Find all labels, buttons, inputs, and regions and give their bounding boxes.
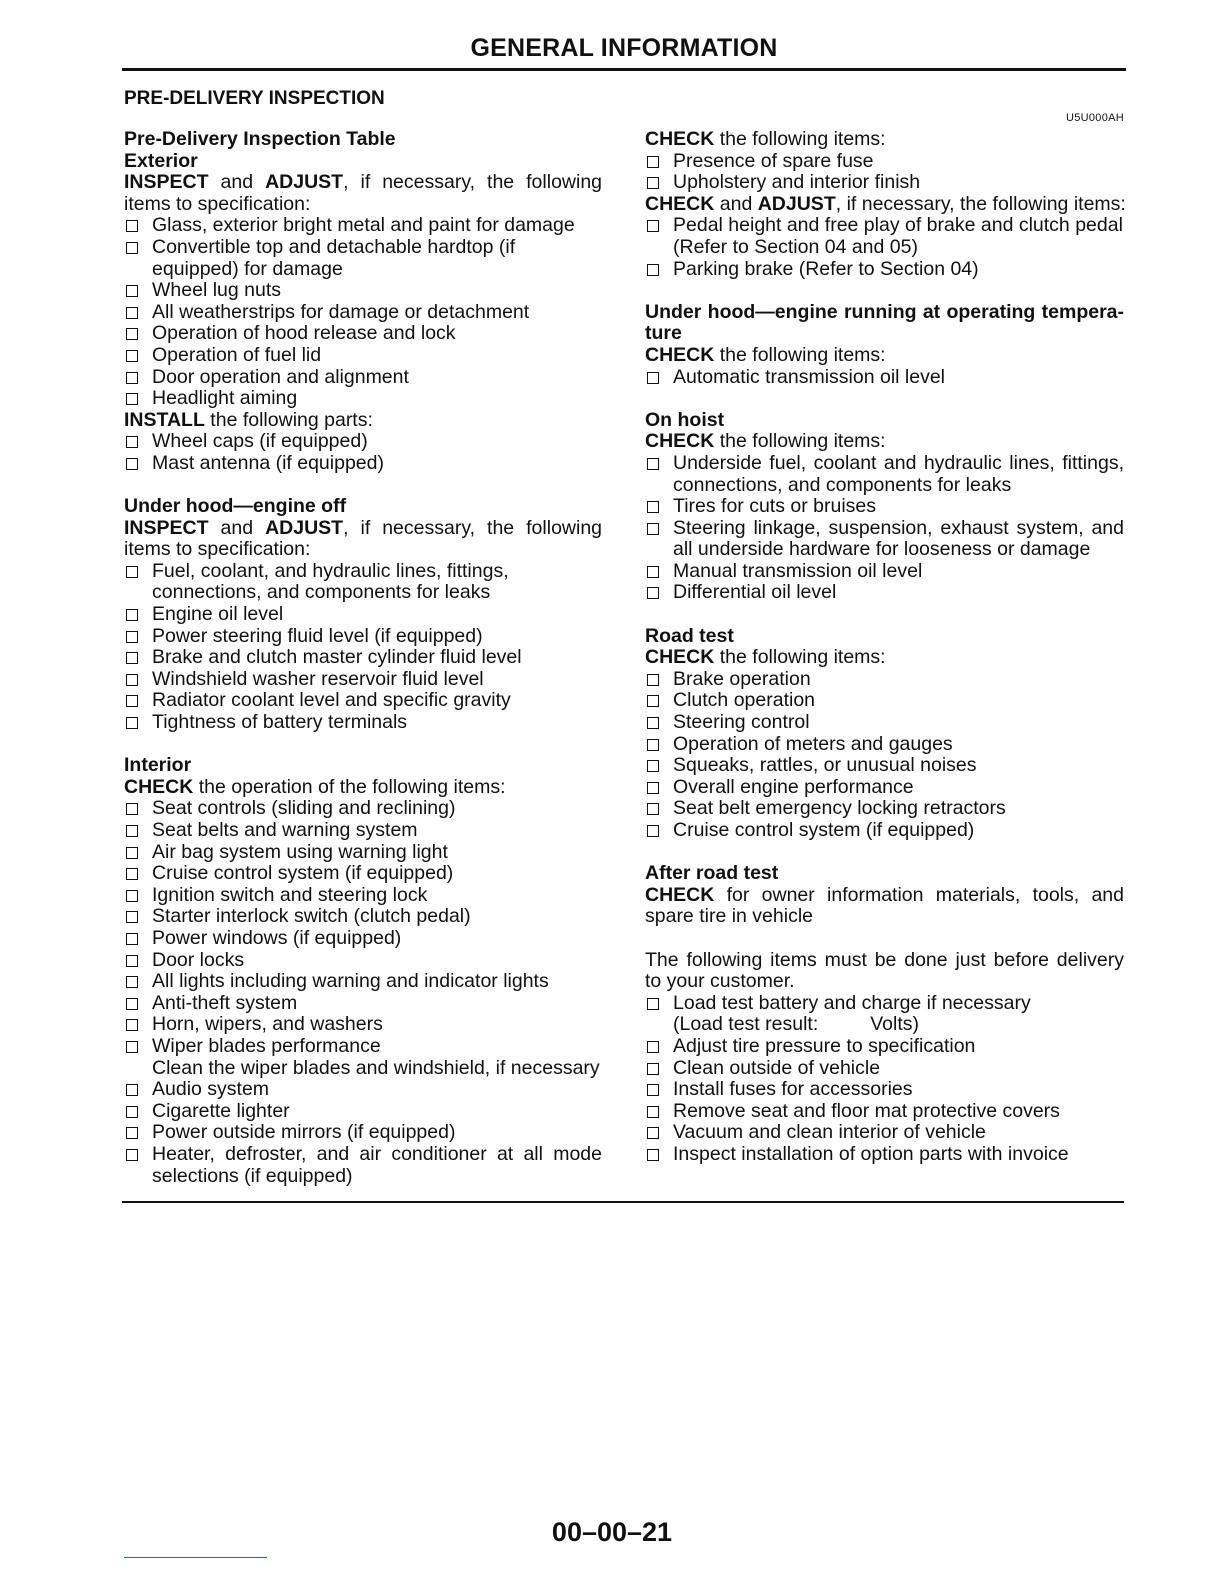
list-item-text: Tightness of battery terminals [152, 711, 408, 734]
list-item-text: Adjust tire pressure to specification [673, 1034, 976, 1057]
checkbox-icon [126, 436, 138, 448]
checkbox-icon [126, 328, 138, 340]
checkbox-icon [126, 1106, 138, 1118]
under-hood-running-heading: Under hood—engine running at operating tempera-ture [645, 300, 1124, 345]
list-item [645, 561, 1124, 583]
check-checklist [645, 151, 1124, 194]
list-item [645, 712, 1124, 734]
checkbox-icon [647, 998, 659, 1010]
list-item [124, 906, 602, 928]
after-road-test-heading: After road test [645, 862, 779, 885]
list-item [645, 820, 1124, 842]
list-item [645, 690, 1124, 712]
checkbox-icon [647, 458, 659, 470]
list-item-text: Cruise control system (if equipped) [673, 819, 975, 841]
checkbox-icon [126, 1127, 138, 1139]
list-item [645, 734, 1124, 756]
checkbox-icon [647, 760, 659, 772]
list-item-text: Convertible top and detachable hardtop (if equipped) for damage [152, 235, 516, 280]
checkbox-icon [126, 285, 138, 297]
check-adjust-checklist [645, 215, 1124, 280]
list-item [124, 215, 602, 237]
list-item-text: Operation of fuel lid [152, 343, 322, 366]
list-item-text: Manual transmission oil level [673, 559, 923, 582]
list-item-text: Tires for cuts or bruises [673, 495, 876, 518]
list-item-text: Seat belt emergency locking retractors [673, 797, 1006, 820]
check-adjust-intro: CHECK and ADJUST, if necessary, the following items: [645, 192, 1126, 215]
list-item-text: Anti-theft system [152, 991, 298, 1014]
checkbox-icon [126, 717, 138, 729]
under-hood-off-checklist [124, 561, 602, 734]
list-item [124, 1101, 602, 1123]
checkbox-icon [126, 609, 138, 621]
footer-rule [122, 1201, 1124, 1203]
list-item-text: Cruise control system (if equipped) [152, 862, 454, 885]
list-item-text: Parking brake (Refer to Section 04) [673, 257, 979, 280]
road-test-checklist [645, 669, 1124, 842]
list-item [124, 237, 602, 280]
checkbox-icon [647, 1084, 659, 1096]
checkbox-icon [126, 458, 138, 470]
on-hoist-intro: CHECK the following items: [645, 430, 886, 453]
load-test-result: (Load test result: Volts) [673, 1013, 920, 1036]
list-item [124, 323, 602, 345]
checkbox-icon [647, 1106, 659, 1118]
list-item [124, 1144, 602, 1187]
list-item [124, 950, 602, 972]
list-item [645, 215, 1124, 258]
delivery-checklist [645, 1036, 1124, 1166]
list-item-text: Ignition switch and steering lock [152, 883, 428, 906]
list-item [124, 1079, 602, 1101]
list-item [645, 496, 1124, 518]
interior-intro: CHECK the operation of the following items: [124, 775, 506, 798]
road-test-intro: CHECK the following items: [645, 646, 886, 669]
list-item-text: Wheel caps (if equipped) [152, 430, 368, 453]
list-item [124, 626, 602, 648]
list-item-text: Presence of spare fuse [673, 149, 874, 172]
under-hood-running-intro: CHECK the following items: [645, 343, 886, 366]
list-item [645, 1058, 1124, 1080]
document-code: U5U000AH [1065, 112, 1124, 124]
checkbox-icon [647, 587, 659, 599]
checkbox-icon [126, 825, 138, 837]
list-item [124, 280, 602, 302]
list-item-text: All weatherstrips for damage or detachment [152, 300, 530, 323]
list-item [124, 669, 602, 691]
checkbox-icon [126, 847, 138, 859]
checkbox-icon [647, 1127, 659, 1139]
checkbox-icon [647, 501, 659, 513]
list-item-text: Vacuum and clean interior of vehicle [673, 1121, 986, 1144]
checkbox-icon [126, 674, 138, 686]
list-item [645, 1144, 1124, 1166]
under-hood-off-intro: INSPECT and ADJUST, if necessary, the following items to specification: [124, 516, 603, 561]
list-item-text: Underside fuel, coolant and hydraulic lines, fittings, connections, and components for leaks [673, 451, 1124, 496]
list-item-text: Glass, exterior bright metal and paint for damage [152, 214, 575, 237]
list-item-text: Door locks [152, 948, 245, 971]
checkbox-icon [647, 1063, 659, 1075]
interior-checklist [124, 798, 602, 1057]
list-item [124, 798, 602, 820]
checkbox-icon [126, 631, 138, 643]
after-road-test-text: CHECK for owner information materials, tools, and spare tire in vehicle [645, 883, 1124, 928]
list-item-text: Headlight aiming [152, 387, 298, 410]
list-item-text: Upholstery and interior finish [673, 171, 921, 194]
list-item [124, 453, 602, 475]
wiper-note: Clean the wiper blades and windshield, if necessary [152, 1056, 600, 1079]
checkbox-icon [126, 868, 138, 880]
checkbox-icon [126, 1084, 138, 1096]
list-item [124, 993, 602, 1015]
list-item [124, 345, 602, 367]
list-item [645, 1101, 1124, 1123]
list-item [124, 863, 602, 885]
checkbox-icon [126, 803, 138, 815]
list-item-text: Install fuses for accessories [673, 1078, 913, 1101]
list-item [124, 431, 602, 453]
checkbox-icon [126, 890, 138, 902]
list-item-text: Radiator coolant level and specific gravity [152, 689, 511, 712]
list-item-text: Pedal height and free play of brake and clutch pedal (Refer to Section 04 and 05) [673, 214, 1123, 258]
checkbox-icon [126, 1149, 138, 1161]
checkbox-icon [126, 976, 138, 988]
checkbox-icon [126, 652, 138, 664]
checkbox-icon [126, 242, 138, 254]
list-item [124, 842, 602, 864]
list-item [645, 755, 1124, 777]
checkbox-icon [647, 674, 659, 686]
list-item-text: Wheel lug nuts [152, 279, 281, 302]
exterior-checklist [124, 215, 602, 409]
list-item-text: Operation of meters and gauges [673, 732, 953, 755]
list-item: Load test battery and charge if necessary [645, 993, 1124, 1015]
checkbox-icon [647, 803, 659, 815]
list-item [645, 1122, 1124, 1144]
list-item [124, 820, 602, 842]
delivery-intro: The following items must be done just before delivery to your customer. [645, 948, 1124, 993]
checkbox-icon [647, 177, 659, 189]
checkbox-icon [126, 220, 138, 232]
checkbox-icon [126, 955, 138, 967]
checkbox-icon [126, 933, 138, 945]
list-item [124, 1036, 602, 1058]
header-rule [122, 68, 1126, 71]
checkbox-icon [647, 695, 659, 707]
list-item-text: Windshield washer reservoir fluid level [152, 667, 484, 690]
checkbox-icon [126, 307, 138, 319]
list-item-text: Remove seat and floor mat protective covers [673, 1099, 1060, 1122]
list-item [124, 302, 602, 324]
list-item-text: Steering linkage, suspension, exhaust system, and all underside hardware for looseness or damage [673, 516, 1124, 561]
list-item-text: Steering control [673, 711, 810, 734]
checkbox-icon [126, 372, 138, 384]
list-item-text: Audio system [152, 1078, 270, 1101]
checkbox-icon [647, 220, 659, 232]
list-item-text: Overall engine performance [673, 775, 914, 798]
checkbox-icon [126, 393, 138, 405]
road-test-heading: Road test [645, 624, 734, 647]
list-item [124, 690, 602, 712]
list-item-text: Brake and clutch master cylinder fluid level [152, 646, 522, 669]
page-number: 00–00–21 [551, 1517, 673, 1547]
list-item-text: Differential oil level [673, 581, 837, 604]
list-item [124, 885, 602, 907]
install-checklist [124, 431, 602, 474]
list-item [124, 712, 602, 734]
list-item [124, 971, 602, 993]
list-item [124, 367, 602, 389]
list-item-text: Horn, wipers, and washers [152, 1013, 383, 1036]
under-hood-off-heading: Under hood—engine off [124, 495, 347, 518]
list-item [124, 561, 602, 604]
list-item [124, 604, 602, 626]
checkbox-icon [647, 264, 659, 276]
table-title: Pre-Delivery Inspection Table [124, 128, 396, 150]
checkbox-icon [647, 156, 659, 168]
list-item-text: Air bag system using warning light [152, 840, 448, 863]
checkbox-icon [647, 739, 659, 751]
list-item-text: Seat controls (sliding and reclining) [152, 797, 456, 820]
list-item [124, 928, 602, 950]
list-item [645, 453, 1124, 496]
list-item-text: Power steering fluid level (if equipped) [152, 624, 483, 647]
list-item-text: Heater, defroster, and air conditioner at all mode selections (if equipped) [152, 1142, 602, 1187]
interior-heading: Interior [124, 754, 192, 777]
page-header-title: GENERAL INFORMATION [470, 34, 778, 62]
install-intro: INSTALL the following parts: [124, 408, 373, 431]
list-item [645, 669, 1124, 691]
interior-checklist-2 [124, 1079, 602, 1187]
list-item [645, 1079, 1124, 1101]
checkbox-icon [647, 717, 659, 729]
checkbox-icon [647, 523, 659, 535]
list-item [645, 798, 1124, 820]
list-item [645, 582, 1124, 604]
checkbox-icon [126, 350, 138, 362]
list-item-text: Wiper blades performance [152, 1034, 381, 1057]
list-item-text: Power windows (if equipped) [152, 926, 402, 949]
list-item-text: Power outside mirrors (if equipped) [152, 1121, 456, 1144]
list-item [645, 151, 1124, 173]
list-item [645, 367, 1124, 389]
list-item-text: Squeaks, rattles, or unusual noises [673, 754, 977, 777]
checkbox-icon [126, 695, 138, 707]
list-item-text: Starter interlock switch (clutch pedal) [152, 905, 471, 928]
list-item [124, 1014, 602, 1036]
check-intro: CHECK the following items: [645, 128, 886, 150]
list-item [124, 1122, 602, 1144]
section-title: PRE-DELIVERY INSPECTION [124, 88, 385, 109]
list-item-text: Brake operation [673, 667, 811, 690]
footer-link-line [124, 1557, 267, 1558]
checkbox-icon [126, 1019, 138, 1031]
checkbox-icon [647, 372, 659, 384]
on-hoist-heading: On hoist [645, 408, 725, 431]
list-item [645, 1036, 1124, 1058]
list-item [645, 518, 1124, 561]
list-item [645, 777, 1124, 799]
on-hoist-checklist [645, 453, 1124, 604]
checkbox-icon [647, 825, 659, 837]
checkbox-icon [126, 1041, 138, 1053]
exterior-intro: INSPECT and ADJUST, if necessary, the following items to specification: [124, 171, 603, 215]
list-item-text: Clean outside of vehicle [673, 1056, 881, 1079]
checkbox-icon [647, 782, 659, 794]
left-column [124, 129, 602, 1187]
checkbox-icon [647, 1149, 659, 1161]
list-item [645, 172, 1124, 194]
checkbox-icon [126, 911, 138, 923]
checkbox-icon [647, 566, 659, 578]
list-item-text: Cigarette lighter [152, 1099, 290, 1122]
right-column [645, 129, 1124, 1166]
list-item-text: Inspect installation of option parts with invoice [673, 1142, 1069, 1165]
list-item-text: Engine oil level [152, 603, 284, 626]
checkbox-icon [126, 998, 138, 1010]
list-item-text: Mast antenna (if equipped) [152, 451, 384, 474]
checkbox-icon [647, 1041, 659, 1053]
list-item [124, 388, 602, 410]
list-item-text: All lights including warning and indicator lights [152, 970, 549, 993]
list-item-text: Fuel, coolant, and hydraulic lines, fittings, connections, and components for leaks [152, 559, 509, 604]
checkbox-icon [126, 566, 138, 578]
list-item-text: Seat belts and warning system [152, 819, 418, 841]
list-item-text: Automatic transmission oil level [673, 365, 946, 388]
list-item-text: Operation of hood release and lock [152, 322, 456, 345]
list-item-text: Clutch operation [673, 689, 816, 712]
list-item-text: Door operation and alignment [152, 365, 409, 388]
list-item [124, 647, 602, 669]
list-item [645, 259, 1124, 281]
under-hood-running-checklist [645, 367, 1124, 389]
exterior-heading: Exterior [124, 149, 198, 172]
